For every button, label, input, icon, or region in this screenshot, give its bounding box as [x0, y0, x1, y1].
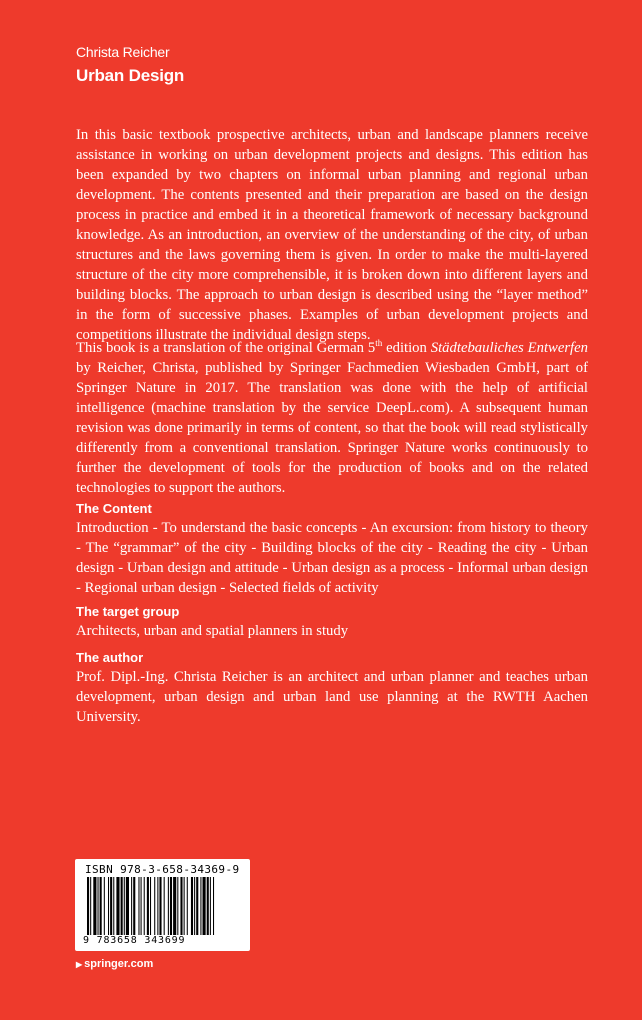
- book-author-name: Christa Reicher: [76, 44, 170, 60]
- barcode-bar: [196, 877, 198, 935]
- barcode-bar: [93, 877, 96, 935]
- barcode-bar: [100, 877, 102, 935]
- barcode-bar: [108, 877, 109, 935]
- barcode-bar: [173, 877, 176, 935]
- barcode-bar: [126, 877, 129, 935]
- barcode-bar: [164, 877, 165, 935]
- barcode-bar: [191, 877, 193, 935]
- target-group-text: Architects, urban and spatial planners in study: [76, 623, 349, 639]
- author-bio-text: Prof. Dipl.-Ing. Christa Reicher is an architect and urban planner and teaches urban development, urban design and urban land use planning at the RWTH Aachen University.: [76, 669, 588, 725]
- barcode-bar: [150, 877, 151, 935]
- isbn-barcode: [75, 859, 250, 951]
- barcode-bar: [184, 877, 185, 935]
- barcode-bar: [104, 877, 105, 935]
- barcode-bar: [90, 877, 91, 935]
- barcode-bar: [98, 877, 99, 935]
- barcode-bar: [124, 877, 125, 935]
- barcode-bar: [147, 877, 149, 935]
- author-heading: The author: [76, 650, 144, 665]
- isbn-label: ISBN 978-3-658-34369-9: [85, 863, 240, 876]
- book-title: Urban Design: [76, 66, 185, 85]
- barcode-bar: [203, 877, 206, 935]
- barcode-bar: [159, 877, 161, 935]
- barcode-bar: [138, 877, 139, 935]
- barcode-bar: [210, 877, 211, 935]
- blurb-intro-paragraph: In this basic textbook prospective architects, urban and landscape planners receive assistance in working on urban development projects and designs. This edition has been expanded by two chapters on informal urban planning and regional urban development. The contents presented and their preparation are based on the design process in practice and embed it in a theoretical framework of necessary background knowledge. As an introduction, an overview of the understanding of the city, of urban structures and the laws governing them is given. In order to make the multi-layered structure of the city more comprehensible, it is broken down into different layers and building blocks. The approach to urban design is described using the “layer method” in the form of successive phases. Examples of urban development projects and competitions illustrate the individual design steps.: [76, 127, 588, 343]
- publisher-link[interactable]: [76, 958, 153, 970]
- barcode-bars: [83, 877, 241, 935]
- publisher-url: springer.com: [84, 958, 154, 970]
- translation-text-start: This book is a translation of the original German 5: [76, 340, 376, 356]
- content-text: Introduction - To understand the basic concepts - An excursion: from history to theory - The “grammar” of the city - Building blocks of the city - Reading the city - Urban design - Urban design and attitude - Urban design as a process - Informal urban design - Regional urban design - Selected fields of activity: [76, 520, 588, 596]
- barcode-bar: [113, 877, 114, 935]
- barcode-bar: [133, 877, 135, 935]
- barcode-bar: [180, 877, 182, 935]
- barcode-bar: [116, 877, 119, 935]
- barcode-bar: [213, 877, 214, 935]
- barcode-bar: [200, 877, 201, 935]
- barcode-bar: [168, 877, 169, 935]
- translation-text-rest: by Reicher, Christa, published by Springer Fachmedien Wiesbaden GmbH, part of Springer Nature in 2017. The translation was done with the help of artificial intelligence (machine translation by the service DeepL.com). A subsequent human revision was done primarily in terms of content, so that the book will read stylistically differently from a conventional translation. Springer Nature works continuously to further the development of tools for the production of books and on the related technologies to support the authors.: [76, 360, 588, 496]
- barcode-digits: 9 783658 343699: [83, 935, 186, 946]
- content-heading: The Content: [76, 501, 152, 516]
- barcode-bar: [121, 877, 123, 935]
- barcode-bar: [157, 877, 158, 935]
- barcode-bar: [131, 877, 132, 935]
- edition-superscript: th: [375, 338, 383, 349]
- barcode-bar: [187, 877, 188, 935]
- barcode-bar: [110, 877, 112, 935]
- blurb-translation-paragraph: [76, 338, 588, 498]
- barcode-bar: [207, 877, 209, 935]
- barcode-bar: [141, 877, 142, 935]
- barcode-bar: [144, 877, 145, 935]
- target-group-heading: The target group: [76, 604, 180, 619]
- translation-edition-word: edition: [382, 340, 431, 356]
- barcode-bar: [194, 877, 195, 935]
- barcode-bar: [154, 877, 155, 935]
- original-title: Städtebauliches Entwerfen: [430, 340, 588, 356]
- barcode-bar: [87, 877, 89, 935]
- publisher-arrow-icon: ▶: [76, 960, 83, 969]
- barcode-bar: [170, 877, 172, 935]
- barcode-bar: [177, 877, 178, 935]
